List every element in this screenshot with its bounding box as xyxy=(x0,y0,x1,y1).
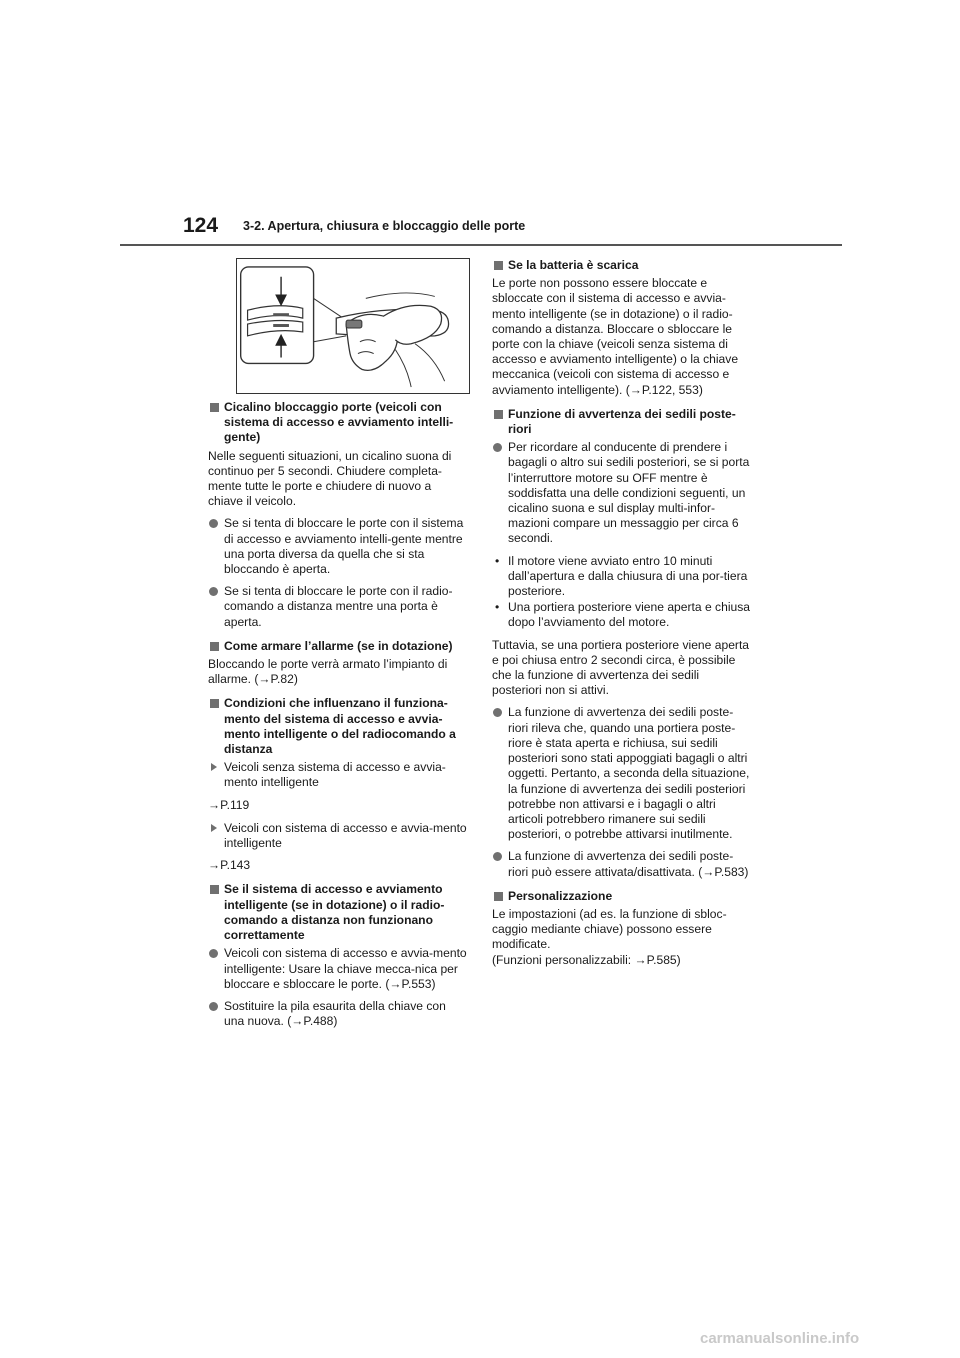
paragraph: Nelle seguenti situazioni, un cicalino suona di continuo per 5 secondi. Chiudere completa-mente tutte le porte e chiudere di nuovo a chiave il veicolo. xyxy=(208,448,452,509)
paragraph: Bloccando le porte verrà armato l’impianto di allarme. (→P.82) xyxy=(208,657,448,687)
bullet-item: La funzione di avvertenza dei sedili poste-riori può essere attivata/disattivata. (→P.583) xyxy=(492,849,752,879)
page-reference: (Funzioni personalizzabili: →P.585) xyxy=(492,952,681,967)
bullet-item: La funzione di avvertenza dei sedili poste-riori rileva che, quando una portiera poste-riore è stata aperta e richiusa, sui sedili posteriori sono stati appoggiati bagagli o altri oggetti. Pertanto, a seconda della situazione, la funzione di avvertenza dei sedili posteriori potrebbe non attivarsi e i bagagli o altri articoli potrebbero rimanere sui sedili posteriori, o potrebbe attivarsi inutilmente. xyxy=(492,705,752,842)
right-column xyxy=(492,258,752,977)
dot-item: • Una portiera posteriore viene aperta e chiusa dopo l’avviamento del motore. xyxy=(492,600,752,630)
paragraph: Le porte non possono essere bloccate e sbloccate con il sistema di accesso e avvia-mento intelligente (se in dotazione) o il radio-comando a distanza. Bloccare o sbloccare le porte con la chiave (veicoli senza sistema di accesso e avviamento intelligente) o la chiave meccanica (veicoli con sistema di accesso e avviamento intelligente). (→P.122, 553) xyxy=(492,276,739,397)
section-heading-alarm: Come armare l’allarme (se in dotazione) xyxy=(208,639,468,654)
bullet-item: Veicoli con sistema di accesso e avvia-mento intelligente: Usare la chiave mecca-nica per bloccare e sbloccare le porte. (→P.553) xyxy=(208,946,468,992)
section-heading-rear-seat-reminder: Funzione di avvertenza dei sedili poste-riori xyxy=(492,407,752,437)
section-heading-conditions: Condizioni che influenzano il funziona-mento del sistema di accesso e avvia-mento intelligente o del radiocomando a distanza xyxy=(208,696,468,757)
dot-item: • Il motore viene avviato entro 10 minuti dall’apertura e dalla chiusura di una por-tiera posteriore. xyxy=(492,554,752,600)
watermark: carmanualsonline.info xyxy=(700,1330,860,1347)
bullet-item: Per ricordare al conducente di prendere i bagagli o altro sui sedili posteriori, se si porta l’interruttore motore su OFF mentre è soddisfatta una delle condizioni seguenti, un cicalino suona e sul display multi-infor-mazioni compare un messaggio per circa 6 secondi. xyxy=(492,440,752,546)
section-heading-battery: Se la batteria è scarica xyxy=(492,258,752,273)
chapter-title: 3-2. Apertura, chiusura e bloccaggio delle porte xyxy=(243,219,526,233)
paragraph: Le impostazioni (ad es. la funzione di sbloc-caggio mediante chiave) possono essere modificate. xyxy=(492,906,727,952)
page-reference: →P.119 xyxy=(208,797,250,812)
left-column xyxy=(208,258,468,1038)
page-reference: →P.143 xyxy=(208,858,251,873)
door-lock-illustration xyxy=(236,258,470,394)
header-rule xyxy=(120,244,842,246)
section-heading-door-lock-buzzer: Cicalino bloccaggio porte (veicoli con sistema di accesso e avviamento intelli-gente) xyxy=(208,400,468,446)
paragraph: Tuttavia, se una portiera posteriore viene aperta e poi chiusa entro 2 secondi circa, è possibile che la funzione di avvertenza dei sedili posteriori non si attivi. xyxy=(492,637,750,698)
section-heading-malfunction: Se il sistema di accesso e avviamento intelligente (se in dotazione) o il radio-comando a distanza non funzionano correttamente xyxy=(208,882,468,943)
bullet-item: Se si tenta di bloccare le porte con il sistema di accesso e avviamento intelli-gente mentre una porta diversa da quella che si sta bloccando è aperta. xyxy=(208,516,468,577)
triangle-item: Veicoli senza sistema di accesso e avvia-mento intelligente xyxy=(208,760,468,790)
bullet-item: Sostituire la pila esaurita della chiave con una nuova. (→P.488) xyxy=(208,999,468,1029)
page-number: 124 xyxy=(183,214,219,237)
section-heading-customization: Personalizzazione xyxy=(492,889,752,904)
bullet-item: Se si tenta di bloccare le porte con il radio-comando a distanza mentre una porta è aperta. xyxy=(208,584,468,630)
triangle-item: Veicoli con sistema di accesso e avvia-mento intelligente xyxy=(208,821,468,851)
door-handle-hand-icon xyxy=(237,259,469,393)
